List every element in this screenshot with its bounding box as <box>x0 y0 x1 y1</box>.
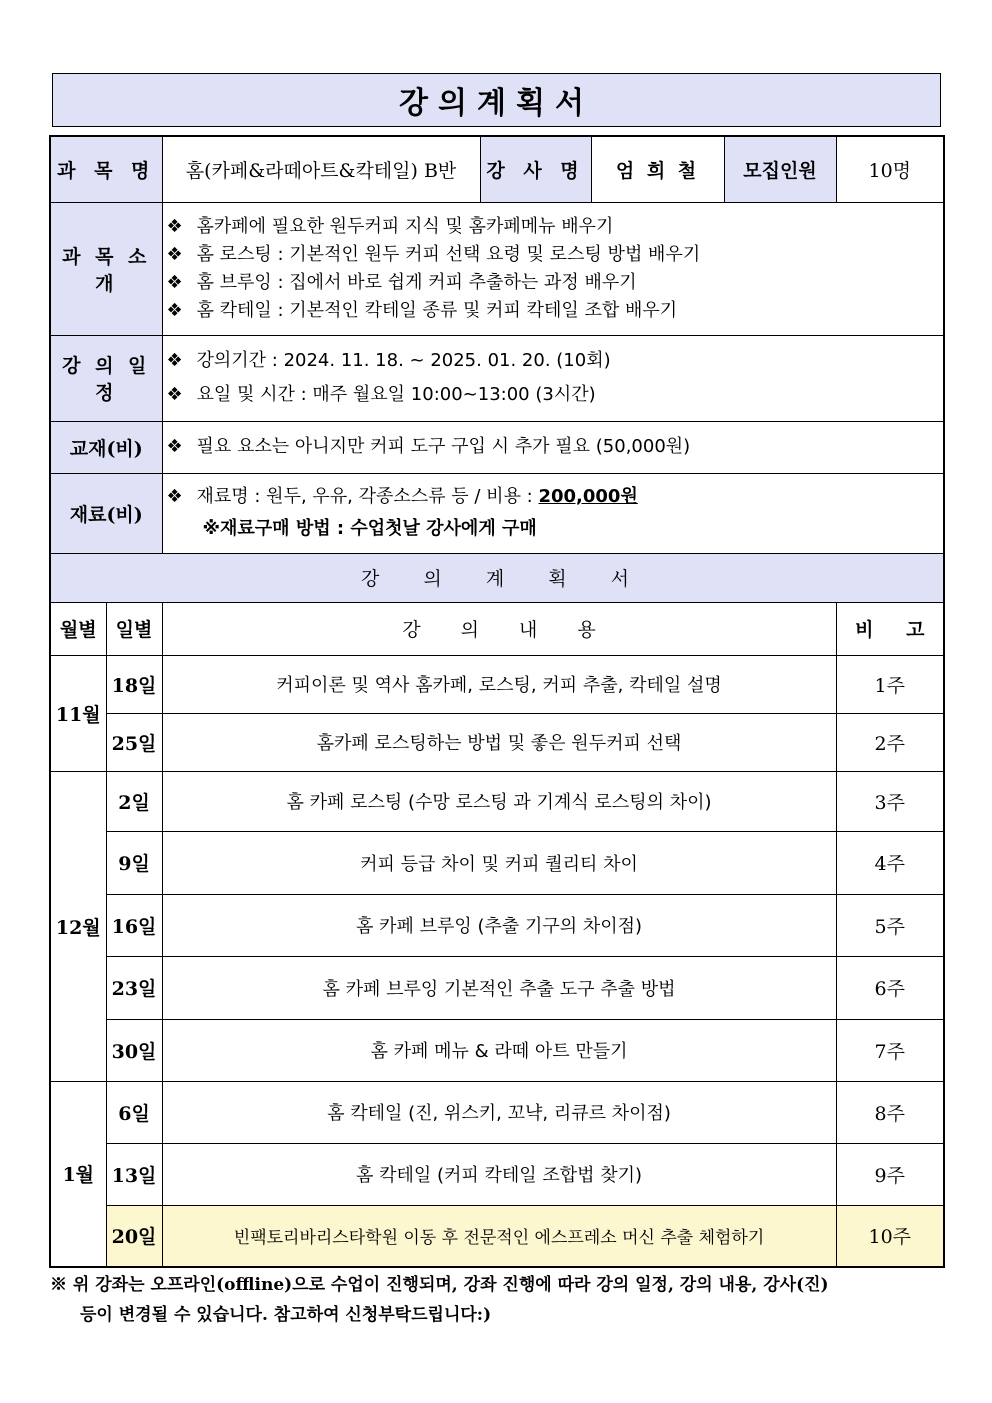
day-cell: 16일 <box>106 894 162 956</box>
intro-list <box>162 202 944 335</box>
syllabus-table <box>49 135 945 1268</box>
footnote-line-1: ※ 위 강좌는 오프라인(offline)으로 수업이 진행되며, 강좌 진행에 따라 강의 일정, 강의 내용, 강사(진) <box>50 1275 829 1295</box>
col-month-header: 월별 <box>50 602 106 655</box>
subject-value: 홈(카페&라떼아트&칵테일) B반 <box>162 136 480 202</box>
col-day-header: 일별 <box>106 602 162 655</box>
month-cell: 1월 <box>50 1081 106 1267</box>
content-cell: 커피이론 및 역사 홈카페, 로스팅, 커피 추출, 칵테일 설명 <box>162 655 836 713</box>
intro-label: 과 목 소 개 <box>50 202 162 335</box>
subject-label: 과 목 명 <box>50 136 162 202</box>
col-note-header: 비 고 <box>836 602 944 655</box>
document-title: 강의계획서 <box>52 73 941 127</box>
textbook-row <box>50 421 944 473</box>
note-cell: 7주 <box>836 1019 944 1081</box>
footnote-line-2: 등이 변경될 수 있습니다. 참고하여 신청부탁드립니다:) <box>80 1305 492 1325</box>
intro-row <box>50 202 944 335</box>
schedule-period: ❖ 강의기간 : 2024. 11. 18. ~ 2025. 01. 20. (10회) <box>167 344 944 378</box>
content-cell: 커피 등급 차이 및 커피 퀄리티 차이 <box>162 831 836 894</box>
materials-text: ❖ 재료명 : 원두, 우유, 각종소스류 등 / 비용 : 200,000원 ※재료구매 방법 : 수업첫날 강사에게 구매 <box>162 473 944 553</box>
day-cell: 9일 <box>106 831 162 894</box>
schedule-row <box>50 335 944 421</box>
content-cell: 홈 카페 메뉴 & 라떼 아트 만들기 <box>162 1019 836 1081</box>
table-row <box>50 1143 944 1205</box>
diamond-bullet-icon: ❖ <box>166 350 183 371</box>
schedule-list <box>162 335 944 421</box>
note-cell: 9주 <box>836 1143 944 1205</box>
schedule-time: ❖ 요일 및 시간 : 매주 월요일 10:00~13:00 (3시간) <box>167 378 944 412</box>
col-content-header: 강 의 내 용 <box>162 602 836 655</box>
intro-item: ❖ 홈 로스팅 : 기본적인 원두 커피 선택 요령 및 로스팅 방법 배우기 <box>167 241 944 269</box>
capacity-label: 모집인원 <box>724 136 836 202</box>
content-cell: 홈 카페 로스팅 (수망 로스팅 과 기계식 로스팅의 차이) <box>162 771 836 831</box>
instructor-value: 엄 희 철 <box>591 136 724 202</box>
table-row <box>50 1019 944 1081</box>
content-cell: 홈 칵테일 (진, 위스키, 꼬냑, 리큐르 차이점) <box>162 1081 836 1143</box>
content-cell: 빈팩토리바리스타학원 이동 후 전문적인 에스프레소 머신 추출 체험하기 <box>162 1205 836 1267</box>
note-cell: 2주 <box>836 713 944 771</box>
diamond-bullet-icon: ❖ <box>166 243 183 265</box>
day-cell: 23일 <box>106 956 162 1019</box>
table-row <box>50 831 944 894</box>
table-row <box>50 956 944 1019</box>
day-cell: 20일 <box>106 1205 162 1267</box>
plan-section-title: 강 의 계 획 서 <box>50 553 944 602</box>
schedule-label: 강 의 일 정 <box>50 335 162 421</box>
content-cell: 홈카페 로스팅하는 방법 및 좋은 원두커피 선택 <box>162 713 836 771</box>
content-cell: 홈 칵테일 (커피 칵테일 조합법 찾기) <box>162 1143 836 1205</box>
day-cell: 30일 <box>106 1019 162 1081</box>
day-cell: 2일 <box>106 771 162 831</box>
month-cell: 11월 <box>50 655 106 771</box>
materials-row <box>50 473 944 553</box>
footnote <box>50 1270 945 1330</box>
materials-label: 재료(비) <box>50 473 162 553</box>
day-cell: 18일 <box>106 655 162 713</box>
materials-note: ※재료구매 방법 : 수업첫날 강사에게 구매 <box>202 518 537 539</box>
note-cell: 10주 <box>836 1205 944 1267</box>
table-row <box>50 713 944 771</box>
table-row <box>50 1205 944 1267</box>
diamond-bullet-icon: ❖ <box>166 215 183 237</box>
table-row <box>50 894 944 956</box>
day-cell: 25일 <box>106 713 162 771</box>
info-row <box>50 136 944 202</box>
intro-item: ❖ 홈 칵테일 : 기본적인 칵테일 종류 및 커피 칵테일 조합 배우기 <box>167 297 944 325</box>
content-cell: 홈 카페 브루잉 (추출 기구의 차이점) <box>162 894 836 956</box>
diamond-bullet-icon: ❖ <box>166 299 183 321</box>
diamond-bullet-icon: ❖ <box>166 384 183 405</box>
diamond-bullet-icon: ❖ <box>166 486 183 507</box>
day-cell: 6일 <box>106 1081 162 1143</box>
plan-section-row <box>50 553 944 602</box>
note-cell: 4주 <box>836 831 944 894</box>
note-cell: 8주 <box>836 1081 944 1143</box>
day-cell: 13일 <box>106 1143 162 1205</box>
intro-item: ❖ 홈 브루잉 : 집에서 바로 쉽게 커피 추출하는 과정 배우기 <box>167 269 944 297</box>
diamond-bullet-icon: ❖ <box>166 436 183 457</box>
table-row <box>50 1081 944 1143</box>
intro-item: ❖ 홈카페에 필요한 원두커피 지식 및 홈카페메뉴 배우기 <box>167 213 944 241</box>
table-row <box>50 655 944 713</box>
content-cell: 홈 카페 브루잉 기본적인 추출 도구 추출 방법 <box>162 956 836 1019</box>
textbook-text: ❖ 필요 요소는 아니지만 커피 도구 구입 시 추가 필요 (50,000원) <box>162 421 944 473</box>
materials-cost: 200,000원 <box>538 486 638 507</box>
table-row <box>50 771 944 831</box>
month-cell: 12월 <box>50 771 106 1081</box>
note-cell: 5주 <box>836 894 944 956</box>
diamond-bullet-icon: ❖ <box>166 271 183 293</box>
note-cell: 3주 <box>836 771 944 831</box>
capacity-value: 10명 <box>836 136 944 202</box>
textbook-label: 교재(비) <box>50 421 162 473</box>
note-cell: 1주 <box>836 655 944 713</box>
instructor-label: 강 사 명 <box>480 136 591 202</box>
plan-header-row <box>50 602 944 655</box>
note-cell: 6주 <box>836 956 944 1019</box>
